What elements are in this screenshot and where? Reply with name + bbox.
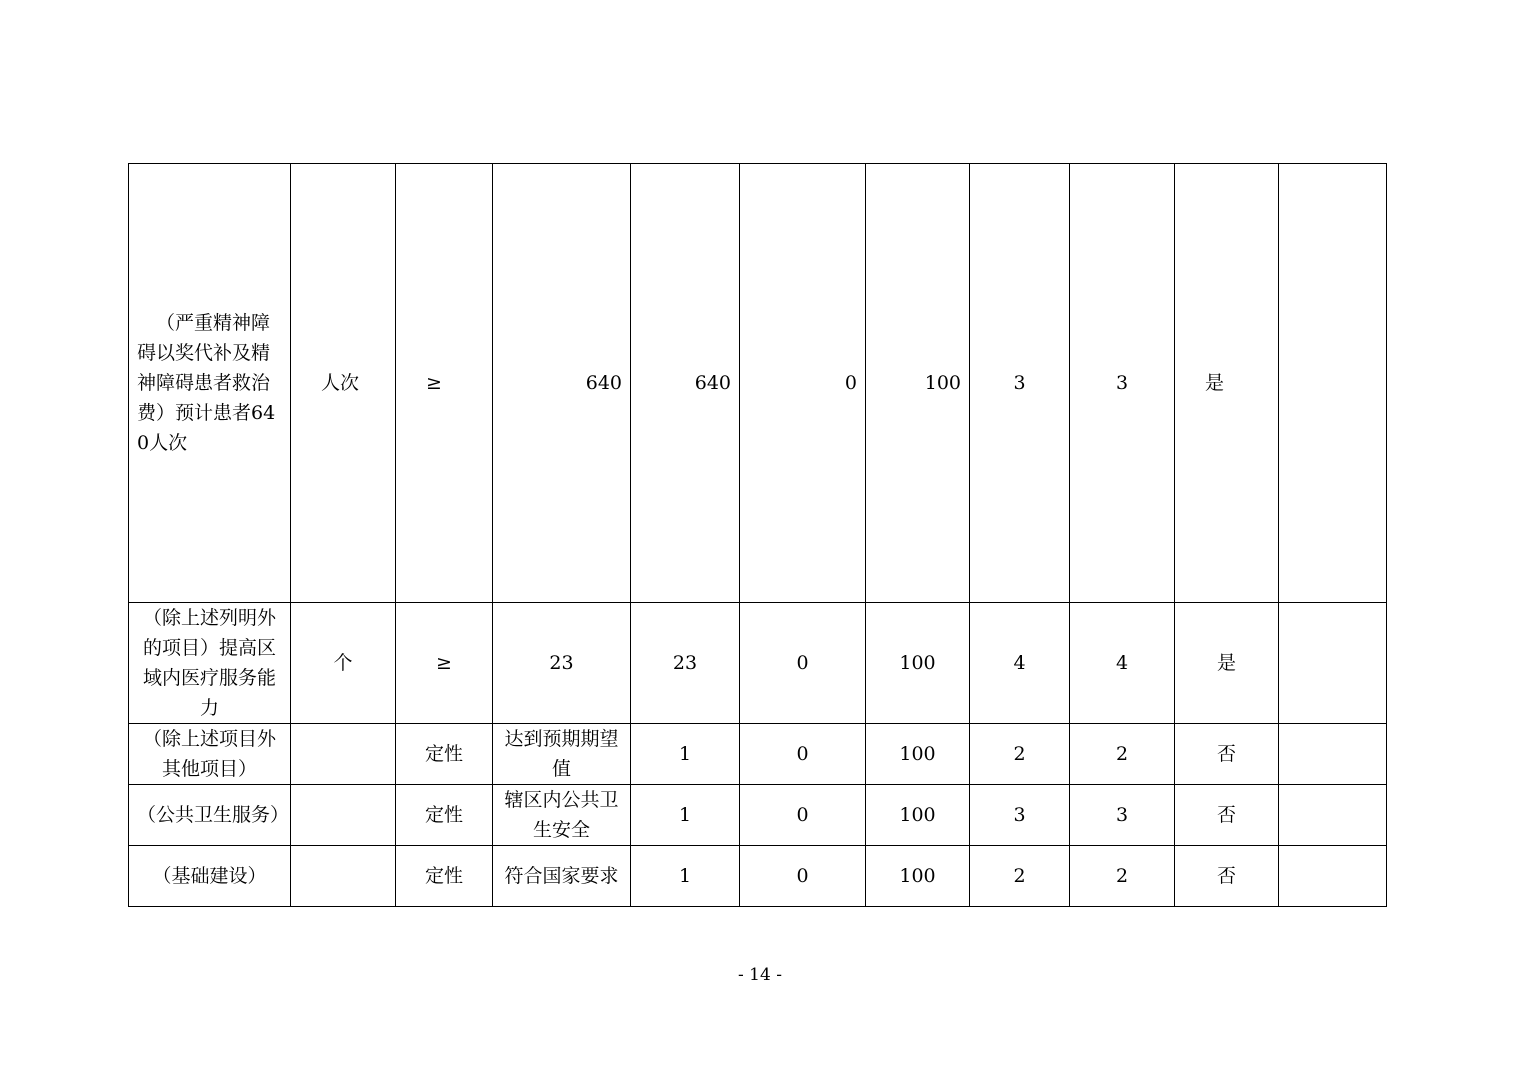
target-value-cell: 达到预期期望值 xyxy=(493,724,631,785)
deviation-cell: 0 xyxy=(740,785,866,846)
score-cell: 4 xyxy=(1070,603,1175,724)
operator-cell: ≥ xyxy=(396,164,493,603)
unit-cell xyxy=(291,724,396,785)
target-value-cell: 640 xyxy=(493,164,631,603)
remark-cell xyxy=(1279,846,1387,907)
actual-value-cell: 1 xyxy=(631,846,740,907)
flag-cell: 是 xyxy=(1175,603,1279,724)
target-value-cell: 符合国家要求 xyxy=(493,846,631,907)
page-number: - 14 - xyxy=(738,965,782,985)
deviation-cell: 0 xyxy=(740,603,866,724)
weight-cell: 2 xyxy=(970,846,1070,907)
operator-cell: ≥ xyxy=(396,603,493,724)
indicator-name-cell: （除上述列明外的项目）提高区域内医疗服务能力 xyxy=(129,603,291,724)
performance-table xyxy=(128,163,1387,907)
completion-rate-cell: 100 xyxy=(866,603,970,724)
indicator-name-cell: （严重精神障碍以奖代补及精神障碍患者救治费）预计患者640人次 xyxy=(129,164,291,603)
weight-cell: 3 xyxy=(970,785,1070,846)
table-row xyxy=(129,164,1387,603)
score-cell: 3 xyxy=(1070,164,1175,603)
table-row xyxy=(129,603,1387,724)
completion-rate-cell: 100 xyxy=(866,785,970,846)
operator-cell: 定性 xyxy=(396,724,493,785)
flag-cell: 否 xyxy=(1175,724,1279,785)
operator-cell: 定性 xyxy=(396,785,493,846)
score-cell: 3 xyxy=(1070,785,1175,846)
score-cell: 2 xyxy=(1070,724,1175,785)
completion-rate-cell: 100 xyxy=(866,724,970,785)
target-value-cell: 辖区内公共卫生安全 xyxy=(493,785,631,846)
weight-cell: 4 xyxy=(970,603,1070,724)
flag-cell: 否 xyxy=(1175,785,1279,846)
target-value-cell: 23 xyxy=(493,603,631,724)
flag-cell: 否 xyxy=(1175,846,1279,907)
indicator-name-cell: （除上述项目外其他项目） xyxy=(129,724,291,785)
actual-value-cell: 1 xyxy=(631,785,740,846)
unit-cell xyxy=(291,785,396,846)
remark-cell xyxy=(1279,603,1387,724)
score-cell: 2 xyxy=(1070,846,1175,907)
remark-cell xyxy=(1279,164,1387,603)
weight-cell: 2 xyxy=(970,724,1070,785)
table-row xyxy=(129,846,1387,907)
deviation-cell: 0 xyxy=(740,724,866,785)
actual-value-cell: 1 xyxy=(631,724,740,785)
completion-rate-cell: 100 xyxy=(866,846,970,907)
indicator-name-cell: （基础建设） xyxy=(129,846,291,907)
table-row xyxy=(129,785,1387,846)
table-row xyxy=(129,724,1387,785)
operator-cell: 定性 xyxy=(396,846,493,907)
actual-value-cell: 23 xyxy=(631,603,740,724)
weight-cell: 3 xyxy=(970,164,1070,603)
completion-rate-cell: 100 xyxy=(866,164,970,603)
actual-value-cell: 640 xyxy=(631,164,740,603)
unit-cell: 个 xyxy=(291,603,396,724)
remark-cell xyxy=(1279,785,1387,846)
unit-cell: 人次 xyxy=(291,164,396,603)
remark-cell xyxy=(1279,724,1387,785)
deviation-cell: 0 xyxy=(740,164,866,603)
unit-cell xyxy=(291,846,396,907)
deviation-cell: 0 xyxy=(740,846,866,907)
indicator-name-cell: （公共卫生服务） xyxy=(129,785,291,846)
flag-cell: 是 xyxy=(1175,164,1279,603)
